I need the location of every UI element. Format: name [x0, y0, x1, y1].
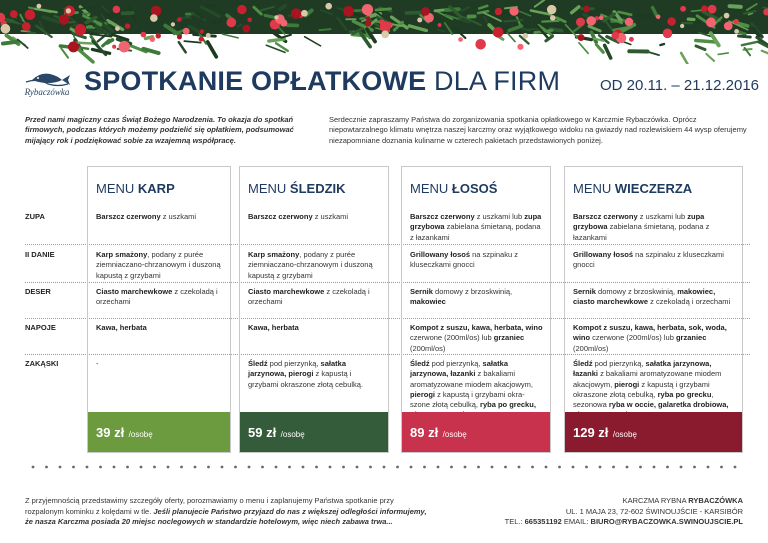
- separator-dot: [383, 466, 386, 469]
- separator-dot: [626, 466, 629, 469]
- dish-name: Grillowany łosoś: [410, 250, 471, 259]
- ornament: [493, 27, 504, 38]
- ornament: [125, 23, 130, 28]
- separator-dot: [477, 466, 480, 469]
- menu-card-losos: [401, 166, 551, 453]
- ornament: [226, 18, 236, 28]
- pine-needle: [281, 35, 291, 38]
- pine-needle: [691, 10, 702, 11]
- menu-name: WIECZERZA: [614, 181, 693, 196]
- separator-dot: [410, 466, 413, 469]
- pine-needle: [194, 34, 216, 36]
- pine-needle: [61, 48, 68, 57]
- menu-cell-zakaski: [248, 359, 382, 390]
- footer-emphasis: Jeśli planujecie Państwo przyjazd do nas z większej odległości informujemy,: [153, 506, 427, 516]
- dish-description: na szpinaku z kluseczkami gnocci: [410, 250, 518, 270]
- dish-description: czerwone (200ml/os) lub: [410, 333, 494, 343]
- dish-description: z uszkami lub: [637, 212, 688, 221]
- dish-name: pierogi: [614, 379, 640, 389]
- price-bar: [565, 412, 742, 452]
- price-bar: [402, 412, 550, 452]
- menu-cell-zupa: [96, 212, 224, 222]
- menu-name: KARP: [137, 181, 175, 196]
- ornament: [75, 24, 86, 35]
- footer-line: że nasza Karczma posiada 20 miejsc noclegowych w standardzie hotelowym, więc niech zabawa trwa...: [25, 517, 393, 526]
- dish-description: z czekoladą i orzechami: [248, 287, 370, 307]
- ornament: [22, 22, 31, 31]
- pine-needle: [507, 33, 515, 42]
- ornament: [509, 6, 518, 15]
- email-label: EMAIL:: [561, 517, 591, 526]
- menu-heading: [88, 167, 230, 207]
- separator-dot: [126, 466, 129, 469]
- menu-prefix: MENU: [410, 181, 449, 196]
- separator-dot: [140, 466, 143, 469]
- pine-needle: [739, 36, 751, 37]
- ornament: [119, 41, 130, 52]
- ornament: [366, 16, 371, 21]
- dish-name: grzaniec: [675, 333, 707, 343]
- ornament: [177, 17, 182, 22]
- pine-needle: [212, 21, 221, 22]
- pinecone-ornament: [734, 29, 739, 34]
- separator-dot: [734, 466, 737, 469]
- dish-description: zabielana śmietaną, podana z łazankami: [573, 222, 710, 242]
- separator-dot: [315, 466, 318, 469]
- ornament: [156, 33, 161, 38]
- pinecone-ornament: [381, 30, 389, 38]
- menu-cell-zupa: [248, 212, 382, 222]
- pinecone-ornament: [522, 33, 528, 39]
- row-label-ii-danie: II DANIE: [25, 250, 55, 259]
- separator-dot: [59, 466, 62, 469]
- menu-cell-ii-danie: [96, 250, 224, 281]
- ornament: [362, 4, 373, 15]
- pine-needle: [696, 46, 705, 50]
- dish-name: ryba po grecku: [657, 389, 712, 399]
- dish-name: Ciasto marchewkowe: [96, 287, 173, 296]
- price-unit: /osobę: [612, 430, 637, 439]
- ornament: [113, 6, 121, 14]
- phone-number[interactable]: 665351192: [524, 517, 562, 526]
- price-unit: /osobę: [128, 430, 153, 439]
- ornament: [237, 5, 246, 14]
- menu-card-sledzik: [239, 166, 389, 453]
- phone-label: TEL.:: [504, 517, 525, 526]
- ornament: [576, 18, 585, 27]
- pine-needle: [706, 54, 714, 61]
- separator-dot: [342, 466, 345, 469]
- pine-needle: [696, 40, 716, 42]
- pinecone-ornament: [206, 33, 211, 38]
- pine-needle: [184, 41, 200, 43]
- dish-description: domowy z brzoskwinią,: [595, 287, 678, 296]
- ornament: [708, 5, 717, 14]
- ornament: [734, 19, 739, 24]
- pine-needle: [660, 44, 664, 45]
- dish-description: -: [96, 359, 99, 368]
- dish-name: Barszcz czerwony: [573, 212, 638, 221]
- pine-needle: [269, 39, 285, 41]
- ornament: [599, 16, 604, 21]
- ornament: [701, 5, 707, 11]
- title-bold: SPOTKANIE OPŁATKOWE: [84, 66, 427, 96]
- separator-dot: [396, 466, 399, 469]
- pine-needle: [79, 49, 93, 61]
- separator-dot: [369, 466, 372, 469]
- footer-text: rozpalonym kominku z kolędami w tle.: [25, 506, 154, 516]
- pine-needle: [681, 53, 687, 64]
- menu-cell-zupa: [410, 212, 544, 243]
- ornament: [247, 17, 252, 22]
- price-amount: 39 zł: [96, 425, 125, 440]
- separator-dot: [221, 466, 224, 469]
- menu-prefix: MENU: [573, 181, 612, 196]
- pine-needle: [730, 6, 741, 7]
- separator-dot: [261, 466, 264, 469]
- dish-description: domowy z brzoskwinią,: [432, 287, 513, 296]
- pine-needle: [599, 9, 606, 10]
- dish-description: z uszkami lub: [474, 212, 525, 221]
- separator-dot: [45, 466, 48, 469]
- pine-needle: [542, 21, 558, 22]
- separator-dot: [423, 466, 426, 469]
- ornament: [68, 41, 79, 52]
- ornament: [680, 6, 686, 12]
- menu-heading: [240, 167, 388, 207]
- menu-prefix: MENU: [96, 181, 135, 196]
- ornament: [291, 8, 302, 19]
- price-bar: [88, 412, 230, 452]
- intro-right-text: Serdecznie zapraszamy Państwa do zorganizowania spotkania opłatkowego w Karczmie Rybaczówka. Oprócz niepowtarzalnego klimatu wnętrza naszej karczmy oraz wyjątkowego widoku na gwiazdy nad rozlewiskiem 44 wysp oferujemy niezapomniane doznania kulinarne w czterech pakietach przedstawionych poniżej.: [329, 115, 747, 145]
- dish-description: pod pierzynką,: [267, 359, 321, 368]
- separator-dot: [153, 466, 156, 469]
- separator-dot: [194, 466, 197, 469]
- title-light: DLA FIRM: [434, 66, 561, 96]
- dish-name: Barszcz czerwony: [410, 212, 475, 221]
- pine-needle: [718, 53, 728, 54]
- pinecone-ornament: [36, 4, 41, 9]
- menu-cell-deser: [410, 287, 544, 308]
- pine-needle: [223, 34, 239, 38]
- row-label-deser: DESER: [25, 287, 51, 296]
- price-bar: [240, 412, 388, 452]
- menu-cell-zakaski: [96, 359, 224, 369]
- restaurant-type: KARCZMA RYBNA: [622, 496, 689, 505]
- ornament: [141, 32, 147, 38]
- pine-needle: [3, 42, 17, 44]
- dish-name: makowiec: [410, 297, 446, 307]
- dish-name: Grillowany łosoś: [573, 250, 634, 259]
- separator-dot: [234, 466, 237, 469]
- pinecone-ornament: [115, 26, 120, 31]
- dish-name: Kawa, herbata: [248, 323, 299, 332]
- pine-needle: [123, 13, 133, 14]
- dish-name: Śledź: [573, 359, 593, 368]
- ornament: [578, 34, 585, 41]
- separator-dot: [666, 466, 669, 469]
- price-unit: /osobę: [280, 430, 305, 439]
- separator-dot: [437, 466, 440, 469]
- ornament: [25, 9, 36, 20]
- pine-needle: [320, 29, 331, 30]
- logo-text: Rybaczówka: [24, 87, 70, 97]
- ornament: [656, 15, 661, 20]
- ornament: [200, 29, 204, 33]
- menu-cell-ii-danie: [248, 250, 382, 281]
- dish-name: pierogi: [410, 389, 436, 399]
- ornament: [629, 37, 634, 42]
- separator-dot: [680, 466, 683, 469]
- dish-description: z czekoladą i orzechami: [648, 297, 731, 307]
- pinecone-ornament: [417, 17, 422, 22]
- dish-name: Kawa, herbata: [96, 323, 147, 332]
- separator-dot: [653, 466, 656, 469]
- pine-needle: [762, 51, 768, 57]
- pinecone-ornament: [150, 14, 158, 22]
- ornament: [10, 10, 18, 18]
- ornament: [517, 44, 523, 50]
- separator-dot: [612, 466, 615, 469]
- pinecone-ornament: [680, 24, 684, 28]
- dish-description: zabielana śmietaną, podana z łazankami: [410, 222, 541, 242]
- menu-cell-deser: [573, 287, 736, 308]
- separator-dot: [248, 466, 251, 469]
- row-label-napoje: NAPOJE: [25, 323, 56, 332]
- separator-dot: [450, 466, 453, 469]
- menu-cell-napoje: [248, 323, 382, 333]
- pine-needle: [596, 45, 603, 53]
- dish-name: zupa grzybowa: [573, 212, 705, 232]
- ornament: [611, 32, 619, 40]
- dish-description: (200ml/os): [410, 343, 446, 353]
- pine-needle: [305, 37, 321, 46]
- dish-description: , podany z purée ziemniaczano-chrzanowym i duszoną kapustą z grzybami: [96, 250, 221, 280]
- ornament: [458, 37, 463, 42]
- dish-description: , podany z purée ziemniaczano-chrzanowym i duszoną kapustą z grzybami: [248, 250, 373, 280]
- separator-dot: [707, 466, 710, 469]
- row-label-zakaski: ZAKĄSKI: [25, 359, 59, 368]
- row-label-zupa: ZUPA: [25, 212, 45, 221]
- pine-needle: [179, 42, 186, 52]
- separator-dot: [531, 466, 534, 469]
- ornament: [177, 35, 182, 40]
- ornament: [438, 23, 442, 27]
- footer-address: UL. 1 MAJA 23, 72-602 ŚWINOUJŚCIE - KARSIBÓR: [565, 506, 743, 516]
- dish-name: Kompot z suszu, kawa, herbata, sok, woda, wino: [573, 323, 727, 343]
- dish-name: Kompot z suszu, kawa, herbata, wino: [410, 323, 543, 332]
- separator-dot: [302, 466, 305, 469]
- pine-needle: [605, 45, 611, 58]
- dish-description: na szpinaku z kluseczkami gnocci: [573, 250, 724, 270]
- dish-name: Barszcz czerwony: [248, 212, 313, 221]
- dish-description: pod pierzynką,: [429, 359, 483, 368]
- pinecone-ornament: [550, 15, 556, 21]
- pine-needle: [742, 42, 759, 46]
- separator-dot: [72, 466, 75, 469]
- separator-dot: [180, 466, 183, 469]
- ornament: [667, 17, 676, 26]
- ornament: [586, 16, 596, 26]
- dish-name: makowiec, ciasto marchewkowe: [573, 287, 716, 307]
- separator-dot: [572, 466, 575, 469]
- menu-cell-ii-danie: [573, 250, 736, 271]
- price-amount: 89 zł: [410, 425, 439, 440]
- pinecone-ornament: [301, 10, 308, 17]
- separator-dot: [545, 466, 548, 469]
- dotted-separator: [30, 464, 742, 470]
- dish-name: ryba w occie, galaretka drobiowa,: [608, 400, 729, 410]
- dish-name: Śledź: [248, 359, 268, 368]
- pinecone-ornament: [1, 24, 11, 34]
- ornament: [280, 19, 287, 26]
- dish-description: (200ml/os): [573, 343, 609, 353]
- ornament: [365, 20, 371, 26]
- dish-description: z czekoladą i orzechami: [96, 287, 218, 307]
- email-link[interactable]: BIURO@RYBACZOWKA.SWINOUJSCIE.PL: [590, 517, 743, 526]
- separator-dot: [464, 466, 467, 469]
- separator-dot: [288, 466, 291, 469]
- menu-card-wieczerza: [564, 166, 743, 453]
- dish-description: z kapustą i grzybami okraszone złotą cebulką.: [248, 369, 364, 389]
- separator-dot: [167, 466, 170, 469]
- christmas-garland-decoration: [0, 0, 768, 64]
- dish-description: z uszkami: [312, 212, 349, 221]
- menu-cell-zupa: [573, 212, 736, 243]
- dish-description: z uszkami: [160, 212, 197, 221]
- separator-dot: [585, 466, 588, 469]
- pinecone-ornament: [66, 8, 71, 13]
- separator-dot: [639, 466, 642, 469]
- menu-cell-napoje: [96, 323, 224, 333]
- ornament: [583, 6, 590, 13]
- restaurant-name: RYBACZÓWKA: [688, 496, 743, 505]
- ornament: [495, 8, 502, 15]
- price-amount: 129 zł: [573, 425, 609, 440]
- page-title: [84, 66, 560, 97]
- footer-line: [25, 507, 465, 518]
- menu-card-karp: [87, 166, 231, 453]
- dish-name: Sernik: [573, 287, 596, 296]
- separator-dot: [207, 466, 210, 469]
- dish-description: z kapustą i grzybami okra-szone złotą cebulką,: [410, 389, 525, 410]
- pine-needle: [376, 9, 391, 10]
- pine-needle: [579, 43, 588, 54]
- footer-contact: [443, 496, 743, 528]
- pinecone-ornament: [325, 3, 332, 10]
- pinecone-ornament: [171, 22, 175, 26]
- separator-dot: [693, 466, 696, 469]
- dish-name: Ciasto marchewkowe: [248, 287, 325, 296]
- footer-phone-email: [443, 517, 743, 528]
- dish-name: sałatka jarzynowa, łazanki: [410, 359, 508, 379]
- menu-cell-napoje: [410, 323, 544, 354]
- footer-invitation-text: [25, 496, 465, 528]
- dish-name: Sernik: [410, 287, 433, 296]
- ornament: [199, 37, 204, 42]
- ornament: [475, 39, 486, 50]
- footer-restaurant-name: [443, 496, 743, 507]
- ornament: [706, 17, 716, 27]
- pinecone-ornament: [274, 15, 278, 19]
- ornament: [242, 25, 250, 33]
- dish-name: grzaniec: [493, 333, 525, 343]
- dish-name: Śledź: [410, 359, 430, 368]
- separator-dot: [113, 466, 116, 469]
- dish-name: Karp smażony: [96, 250, 148, 259]
- ornament: [421, 7, 430, 16]
- menu-heading: [565, 167, 742, 207]
- separator-dot: [329, 466, 332, 469]
- separator-dot: [275, 466, 278, 469]
- menu-cell-deser: [96, 287, 224, 308]
- ornament: [343, 6, 354, 17]
- ornament: [183, 28, 190, 35]
- date-range: OD 20.11. – 21.12.2016: [600, 77, 760, 94]
- dish-name: Barszcz czerwony: [96, 212, 161, 221]
- menu-name: ŚLEDZIK: [289, 181, 346, 196]
- dish-description: czerwone (200ml/os) lub: [590, 333, 676, 343]
- dish-name: sałatka jarzynowa, łazanki: [573, 359, 712, 379]
- ornament: [112, 45, 116, 49]
- price-unit: /osobę: [442, 430, 467, 439]
- separator-dot: [86, 466, 89, 469]
- ornament: [724, 22, 733, 31]
- separator-dot: [720, 466, 723, 469]
- ornament: [625, 18, 633, 26]
- separator-dot: [356, 466, 359, 469]
- separator-dot: [99, 466, 102, 469]
- dish-name: Karp smażony: [248, 250, 300, 259]
- menu-cell-ii-danie: [410, 250, 544, 271]
- separator-dot: [491, 466, 494, 469]
- separator-dot: [32, 466, 35, 469]
- menu-prefix: MENU: [248, 181, 287, 196]
- separator-dot: [599, 466, 602, 469]
- dish-description: , sezonowa: [573, 389, 714, 410]
- restaurant-logo: [18, 70, 76, 100]
- menu-heading: [402, 167, 550, 207]
- menu-cell-deser: [248, 287, 382, 308]
- dish-name: zupa grzybowa: [410, 212, 542, 232]
- intro-left-text: Przed nami magiczny czas Świąt Bożego Narodzenia. To okazja do spotkań firmowych, podczas których możemy podzielić się opłatkiem, podsumować mijający rok i podziękować sobie za wzajemną współpracę.: [25, 115, 294, 145]
- dish-name: sałatka jarzynowa, pierogi: [248, 359, 346, 379]
- ornament: [59, 15, 69, 25]
- pinecone-ornament: [724, 13, 730, 19]
- dish-description: z bakaliami aromatyzowane miodem akacjowym,: [573, 369, 722, 389]
- menu-name: ŁOSOŚ: [451, 181, 498, 196]
- dish-description: z bakaliami aromatyzowane miodem akacjowym,: [410, 369, 533, 389]
- pine-needle: [208, 42, 217, 57]
- ornament: [663, 29, 673, 39]
- price-amount: 59 zł: [248, 425, 277, 440]
- pinecone-ornament: [547, 5, 556, 14]
- dish-description: z kapustą i grzybami okraszone złotą cebulką,: [573, 379, 710, 399]
- menu-cell-napoje: [573, 323, 736, 354]
- pine-needle: [21, 31, 29, 32]
- footer-line: Z przyjemnością przedstawimy szczegóły oferty, porozmawiamy o menu i zaplanujemy Państwa spotkanie przy: [25, 496, 394, 505]
- separator-dot: [558, 466, 561, 469]
- separator-dot: [518, 466, 521, 469]
- dish-name: ryba po grecku,: [480, 400, 536, 410]
- separator-dot: [504, 466, 507, 469]
- dish-description: pod pierzynką,: [592, 359, 646, 368]
- fish-logo-icon: [18, 70, 76, 88]
- ornament: [150, 36, 156, 42]
